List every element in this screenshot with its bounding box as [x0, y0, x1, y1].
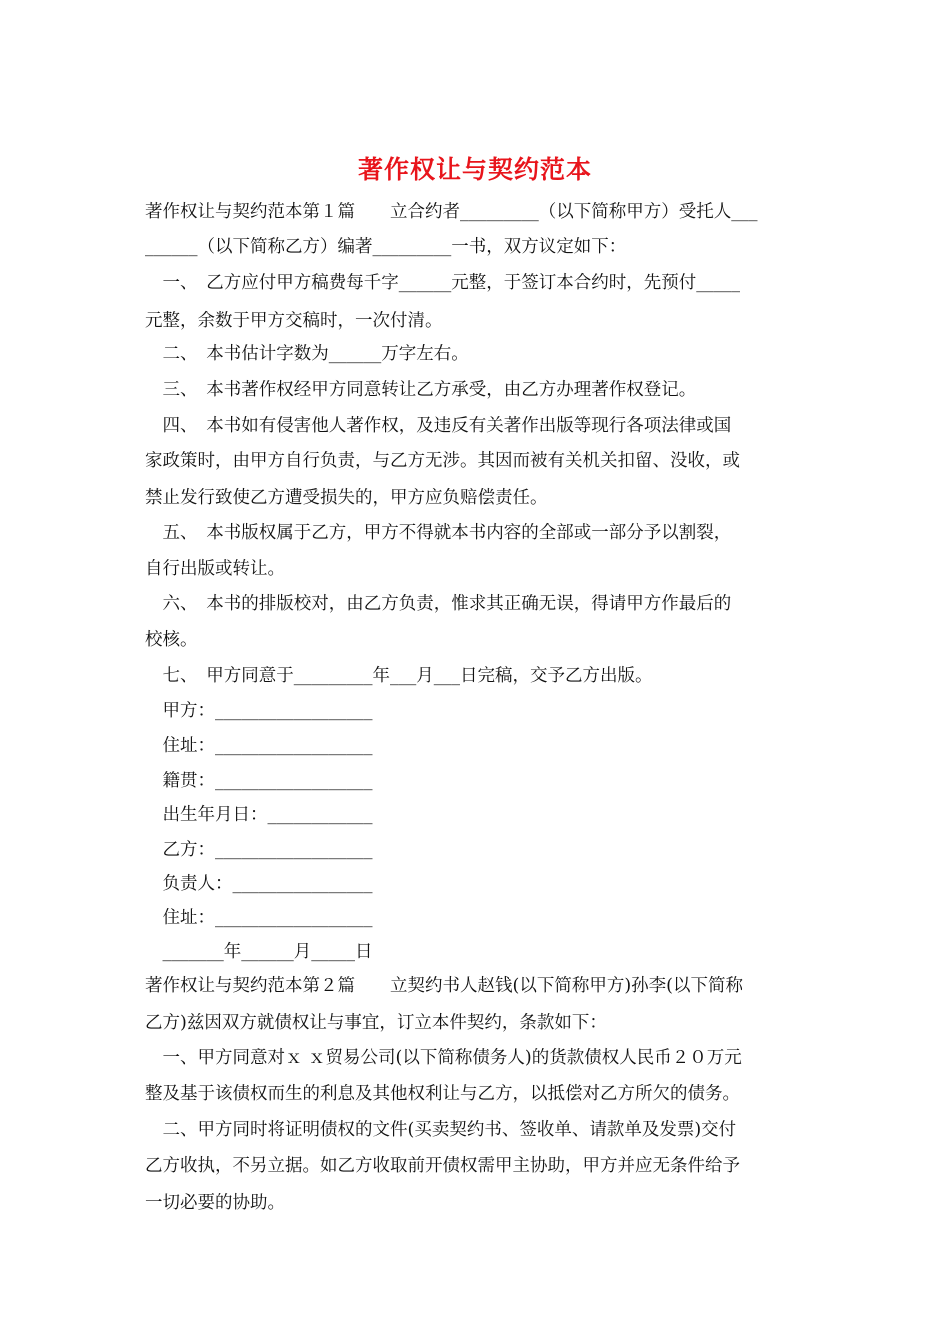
- paragraph-line: 一、 乙方应付甲方稿费每千字______元整，于签订本合约时，先预付_____: [145, 273, 740, 293]
- paragraph-line: 乙方)兹因双方就债权让与事宜，订立本件契约，条款如下：: [145, 1013, 607, 1033]
- paragraph-line: 二、甲方同时将证明债权的文件(买卖契约书、签收单、请款单及发票)交付: [145, 1120, 737, 1140]
- paragraph-line: 整及基于该债权而生的利息及其他权利让与乙方，以抵偿对乙方所欠的债务。: [145, 1084, 740, 1104]
- paragraph-line: 二、 本书估计字数为______万字左右。: [145, 344, 469, 364]
- date-field: _______年______月_____日: [145, 942, 373, 962]
- paragraph-line: ______（以下简称乙方）编著_________一书，双方议定如下：: [145, 237, 627, 257]
- paragraph-line: 著作权让与契约范本第２篇 立契约书人赵钱(以下简称甲方)孙李(以下简称: [145, 976, 743, 996]
- signature-field: 甲方：__________________: [145, 701, 373, 721]
- signature-field: 乙方：__________________: [145, 840, 373, 860]
- paragraph-line: 三、 本书著作权经甲方同意转让乙方承受，由乙方办理著作权登记。: [145, 380, 697, 400]
- paragraph-line: 七、 甲方同意于_________年___月___日完稿，交予乙方出版。: [145, 666, 653, 686]
- signature-field: 住址：__________________: [145, 736, 373, 756]
- paragraph-line: 著作权让与契约范本第１篇 立合约者_________（以下简称甲方）受托人___: [145, 202, 758, 222]
- paragraph-line: 校核。: [145, 630, 198, 650]
- paragraph-line: 自行出版或转让。: [145, 559, 285, 579]
- paragraph-line: 五、 本书版权属于乙方，甲方不得就本书内容的全部或一部分予以割裂，: [145, 523, 732, 543]
- paragraph-line: 六、 本书的排版校对，由乙方负责，惟求其正确无误，得请甲方作最后的: [145, 594, 732, 614]
- signature-field: 负责人：________________: [145, 874, 373, 894]
- paragraph-line: 元整，余数于甲方交稿时，一次付清。: [145, 311, 443, 331]
- paragraph-line: 四、 本书如有侵害他人著作权，及违反有关著作出版等现行各项法律或国: [145, 416, 732, 436]
- signature-field: 出生年月日：____________: [145, 805, 373, 825]
- document-title: 著作权让与契约范本: [357, 155, 592, 184]
- paragraph-line: 禁止发行致使乙方遭受损失的，甲方应负赔偿责任。: [145, 488, 548, 508]
- paragraph-line: 一、甲方同意对ｘ ｘ贸易公司(以下简称债务人)的货款债权人民币２０万元: [145, 1048, 742, 1068]
- paragraph-line: 乙方收执，不另立据。如乙方收取前开债权需甲主协助，甲方并应无条件给予: [145, 1156, 740, 1176]
- signature-field: 住址：__________________: [145, 908, 373, 928]
- signature-field: 籍贯：__________________: [145, 771, 373, 791]
- paragraph-line: 一切必要的协助。: [145, 1193, 285, 1213]
- paragraph-line: 家政策时，由甲方自行负责，与乙方无涉。其因而被有关机关扣留、没收，或: [145, 451, 740, 471]
